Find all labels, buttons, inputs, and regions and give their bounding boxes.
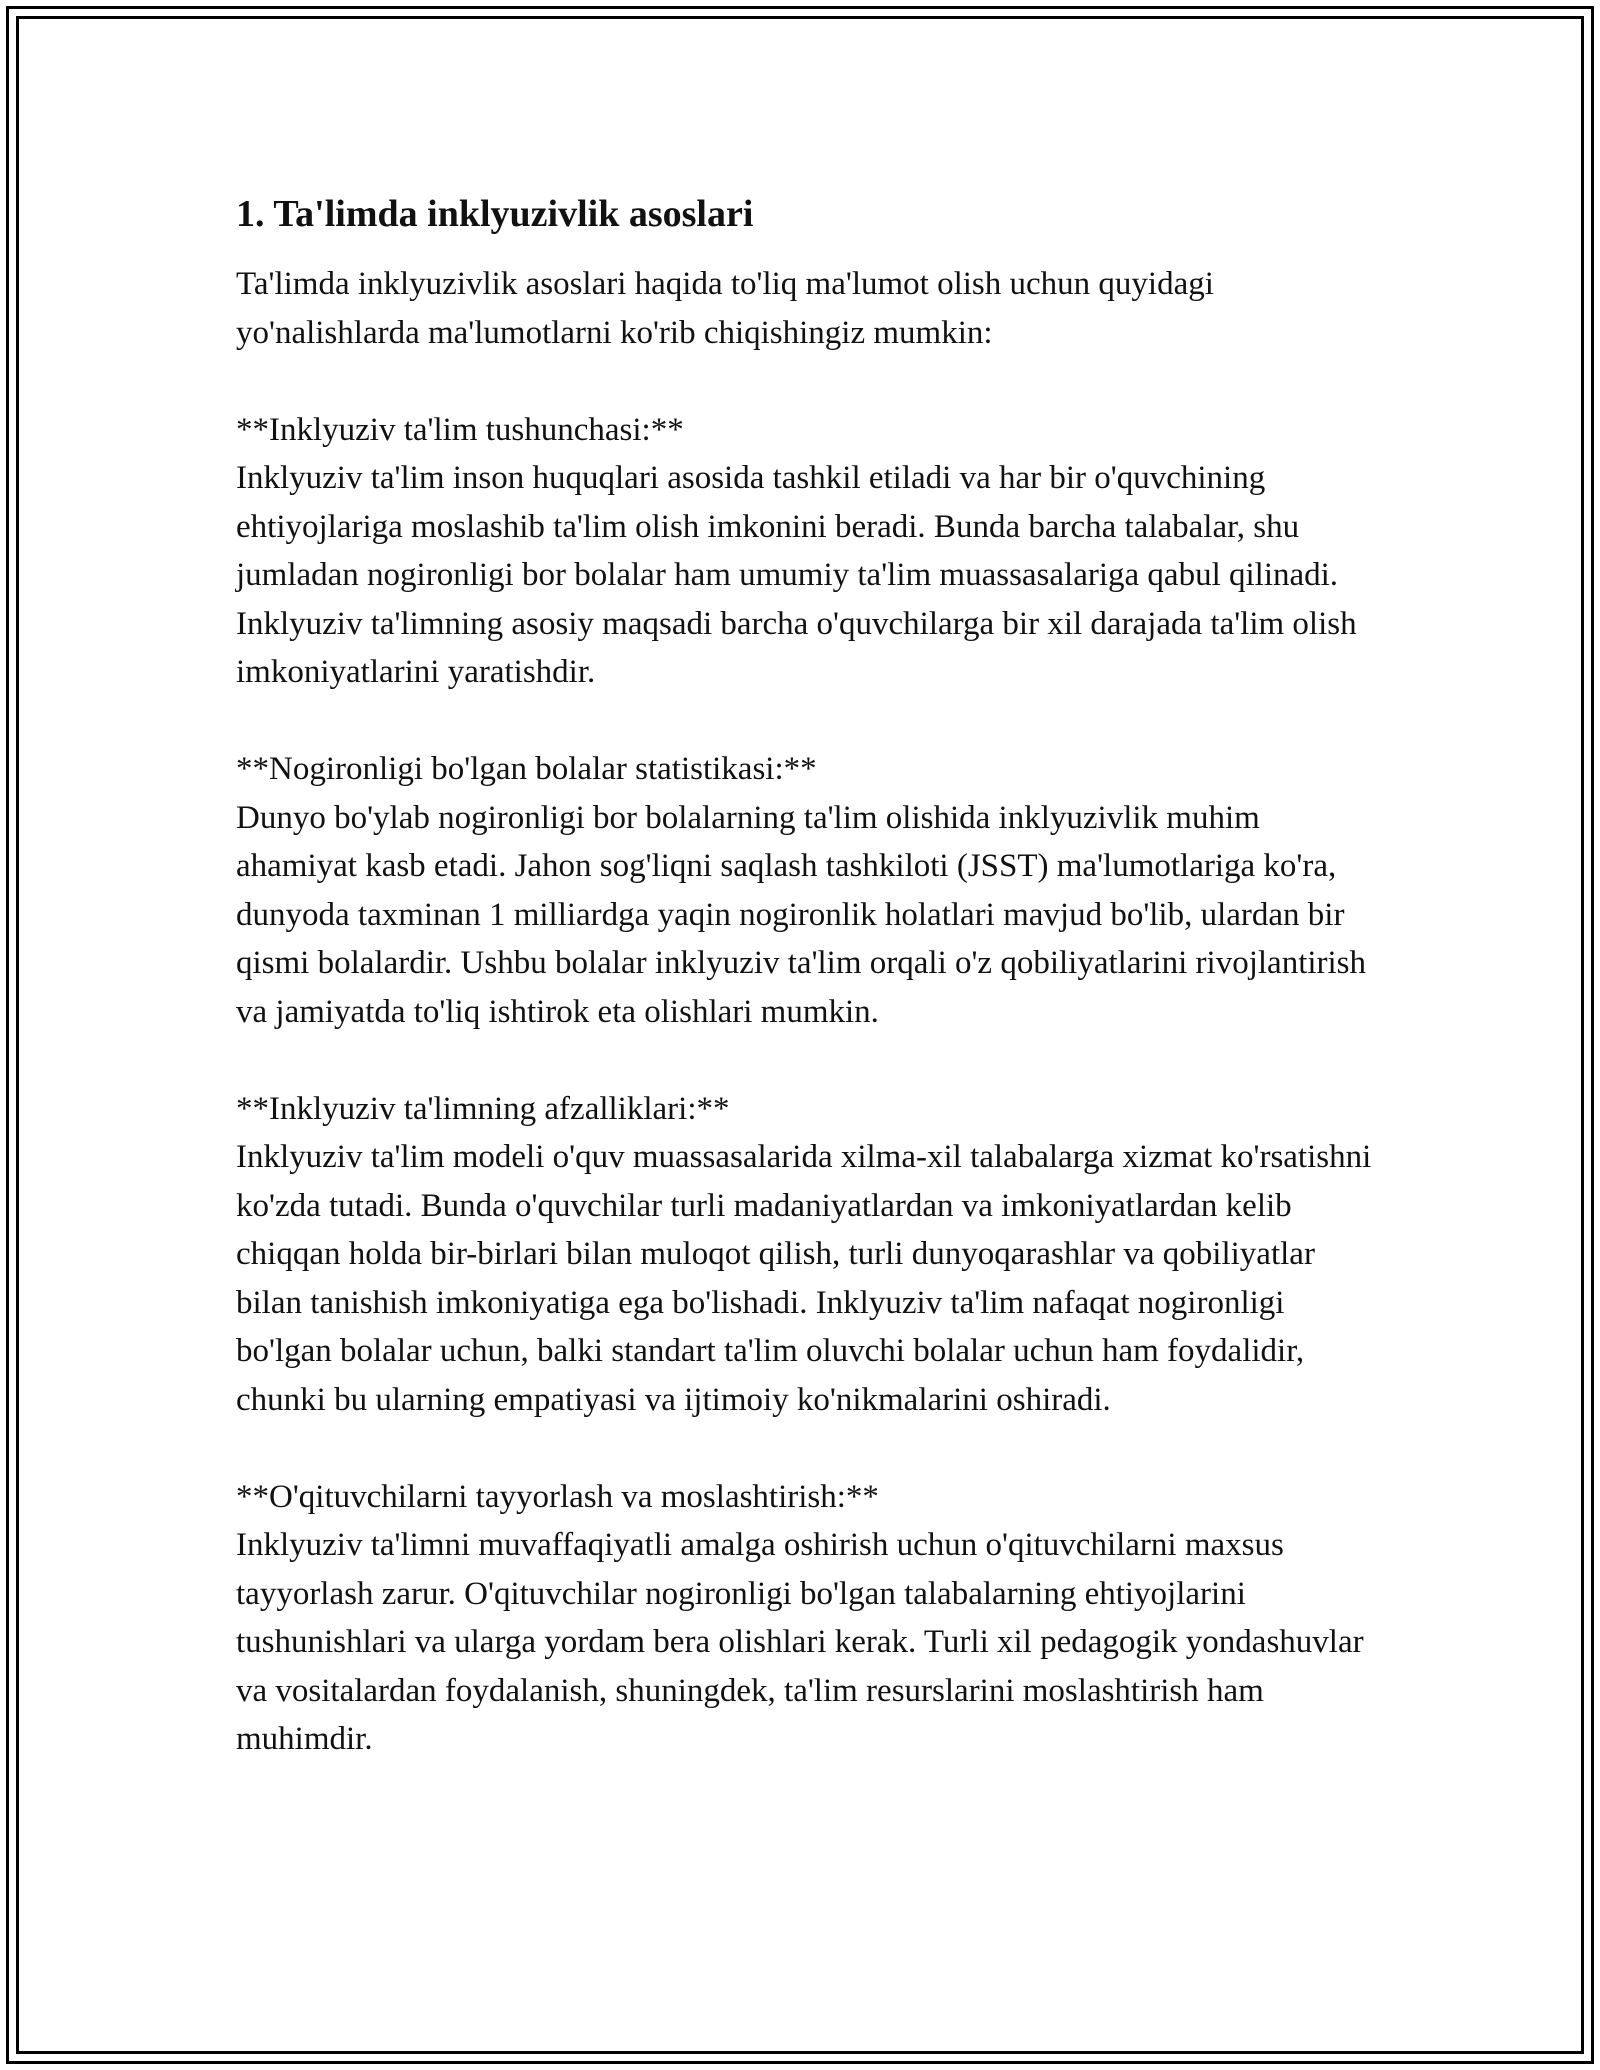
section-heading: 1. Ta'limda inklyuzivlik asoslari: [236, 193, 754, 235]
section-body: Inklyuziv ta'lim modeli o'quv muassasalarida xilma-xil talabalarga xizmat ko'rsatishni ko'zda tutadi. Bunda o'quvchilar turli madaniyatlardan va imkoniyatlardan kelib chiqqan holda bir-birlari bilan muloqot qilish, turli dunyoqarashlar va qobiliyatlar bilan tanishish imkoniyatiga ega bo'lishadi. Inklyuziv ta'lim nafaqat nogironligi bo'lgan bolalar uchun, balki standart ta'lim oluvchi bolalar uchun ham foydalidir, chunki bu ularning empatiyasi va ijtimoiy ko'nikmalarini oshiradi.: [236, 1139, 1372, 1418]
section-body: Dunyo bo'ylab nogironligi bor bolalarning ta'lim olishida inklyuzivlik muhim ahamiyat kasb etadi. Jahon sog'liqni saqlash tashkiloti (JSST) ma'lumotlariga ko'ra, dunyoda taxminan 1 milliardga yaqin nogironlik holatlari mavjud bo'lib, ulardan bir qismi bolalardir. Ushbu bolalar inklyuziv ta'lim orqali o'z qobiliyatlarini rivojlantirish va jamiyatda to'liq ishtirok eta olishlari mumkin.: [236, 799, 1367, 1030]
section-body: Inklyuziv ta'limni muvaffaqiyatli amalga oshirish uchun o'qituvchilarni maxsus tayyorlash zarur. O'qituvchilar nogironligi bo'lgan talabalarning ehtiyojlarini tushunishlari va ularga yordam bera olishlari kerak. Turli xil pedagogik yondashuvlar va vositalardan foydalanish, shuningdek, ta'lim resurslarini moslashtirish ham muhimdir.: [236, 1527, 1364, 1757]
section-statistics: [236, 745, 1386, 1036]
document-content: [236, 190, 1386, 1812]
section-title: **O'qituvchilarni tayyorlash va moslashtirish:**: [236, 1478, 879, 1515]
section-title: **Inklyuziv ta'limning afzalliklari:**: [236, 1090, 730, 1127]
section-teachers: [236, 1473, 1386, 1764]
section-title: **Inklyuziv ta'lim tushunchasi:**: [236, 411, 684, 448]
intro-paragraph: Ta'limda inklyuzivlik asoslari haqida to'liq ma'lumot olish uchun quyidagi yo'nalishlarda ma'lumotlarni ko'rib chiqishingiz mumkin:: [236, 266, 1214, 351]
section-title: **Nogironligi bo'lgan bolalar statistikasi:**: [236, 751, 817, 787]
section-body: Inklyuziv ta'lim inson huquqlari asosida tashkil etiladi va har bir o'quvchining ehtiyojlariga moslashib ta'lim olish imkonini beradi. Bunda barcha talabalar, shu jumladan nogironligi bor bolalar ham umumiy ta'lim muassasalariga qabul qilinadi. Inklyuziv ta'limning asosiy maqsadi barcha o'quvchilarga bir xil darajada ta'lim olish imkoniyatlarini yaratishdir.: [236, 460, 1357, 690]
section-advantages: [236, 1085, 1386, 1425]
section-concept: [236, 406, 1386, 697]
